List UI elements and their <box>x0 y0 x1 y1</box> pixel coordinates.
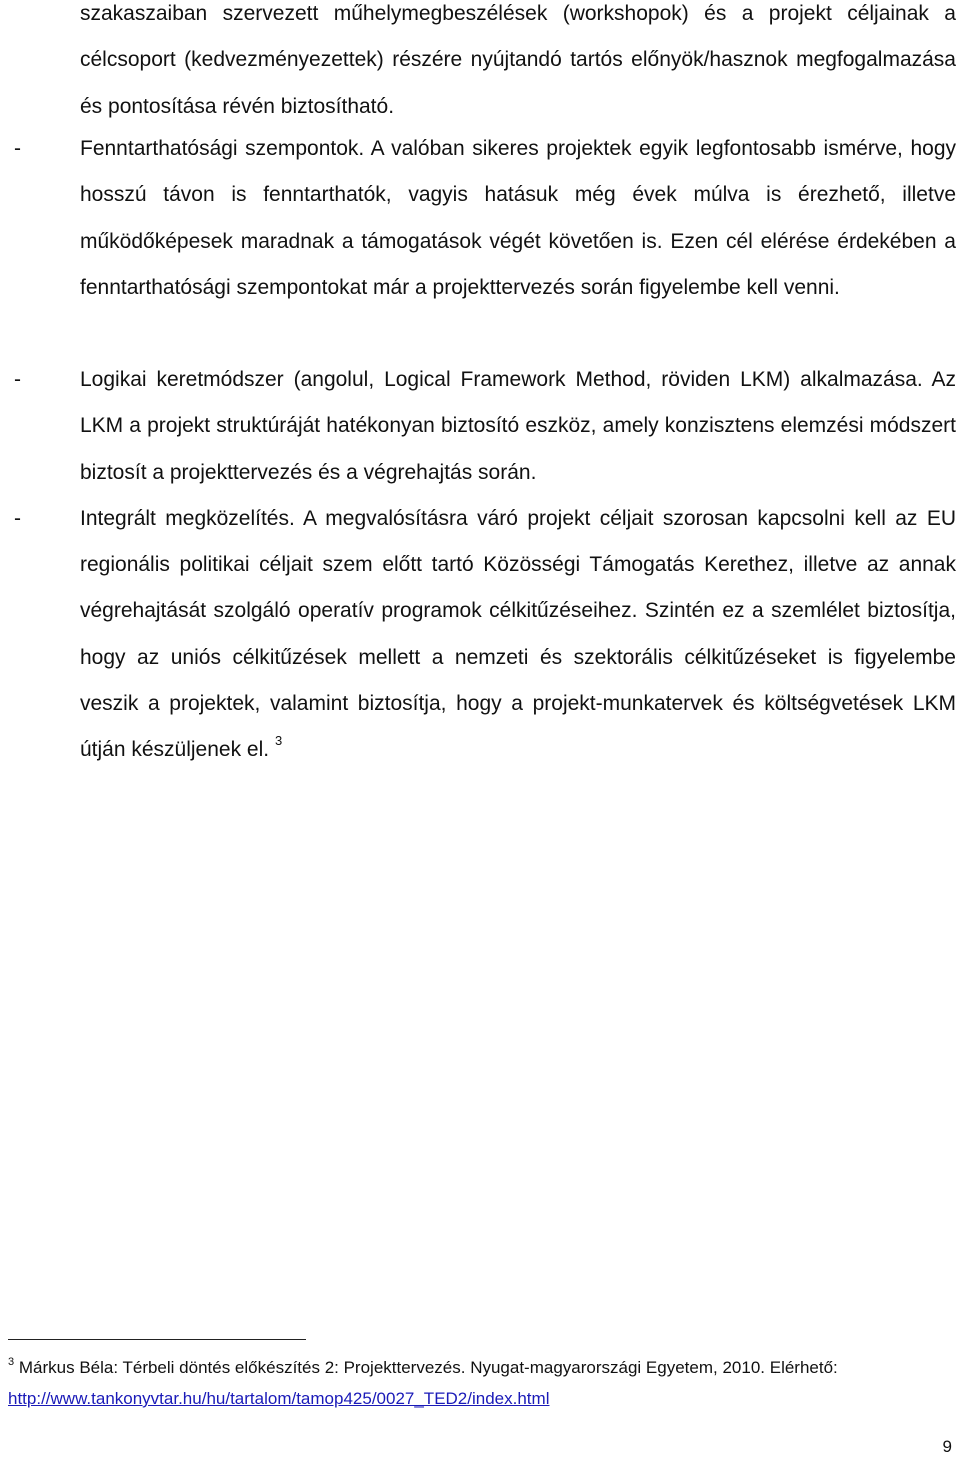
list-bullet: - <box>14 137 21 160</box>
list-item-text: Fenntarthatósági szempontok. A valóban sikeres projektek egyik legfontosabb ismérve, hogy hosszú távon is fenntarthatók, vagyis hatásuk még évek múlva is érezhető, illetve működőképesek maradnak a támogatások végét követően is. Ezen cél elérése érdekében a fenntarthatósági szempontokat már a projekttervezés során figyelembe kell venni. <box>80 137 956 300</box>
list-item-text <box>80 496 956 773</box>
footnote-marker: 3 <box>8 1356 15 1368</box>
list-item-text: Logikai keretmódszer (angolul, Logical Framework Method, röviden LKM) alkalmazása. Az LKM a projekt struktúráját hatékonyan biztosító eszköz, amely konzisztens elemzési módszert biztosít a projekttervezés és a végrehajtás során. <box>80 368 956 484</box>
list-bullet: - <box>14 507 21 530</box>
footnote-text: Márkus Béla: Térbeli döntés előkészítés 2: Projekttervezés. Nyugat-magyarországi Egyetem, 2010. Elérhető: <box>18 1358 838 1377</box>
footnote-separator <box>8 1339 306 1340</box>
list-bullet: - <box>14 368 21 391</box>
footnote-reference[interactable]: 3 <box>274 733 283 749</box>
footnote <box>8 1352 948 1414</box>
list-item-text-body: Integrált megközelítés. A megvalósításra váró projekt céljait szorosan kapcsolni kell az EU regionális politikai céljait szem előtt tartó Közösségi Támogatás Kerethez, illetve az annak végrehajtását szolgáló operatív programok célkitűzéseihez. Szintén ez a szemlélet biztosítja, hogy az uniós célkitűzések mellett a nemzeti és szektorális célkitűzéseket is figyelembe veszik a projektek, valamint biztosítja, hogy a projekt-munkatervek és költségvetések LKM útján készüljenek el. <box>80 507 956 762</box>
page-number: 9 <box>942 1437 952 1456</box>
footnote-link[interactable]: http://www.tankonyvtar.hu/hu/tartalom/tamop425/0027_TED2/index.html <box>8 1389 550 1408</box>
intro-paragraph: szakaszaiban szervezett műhelymegbeszélések (workshopok) és a projekt céljainak a célcsoport (kedvezményezettek) részére nyújtandó tartós előnyök/hasznok megfogalmazása és pontosítása révén biztosítható. <box>80 2 956 118</box>
